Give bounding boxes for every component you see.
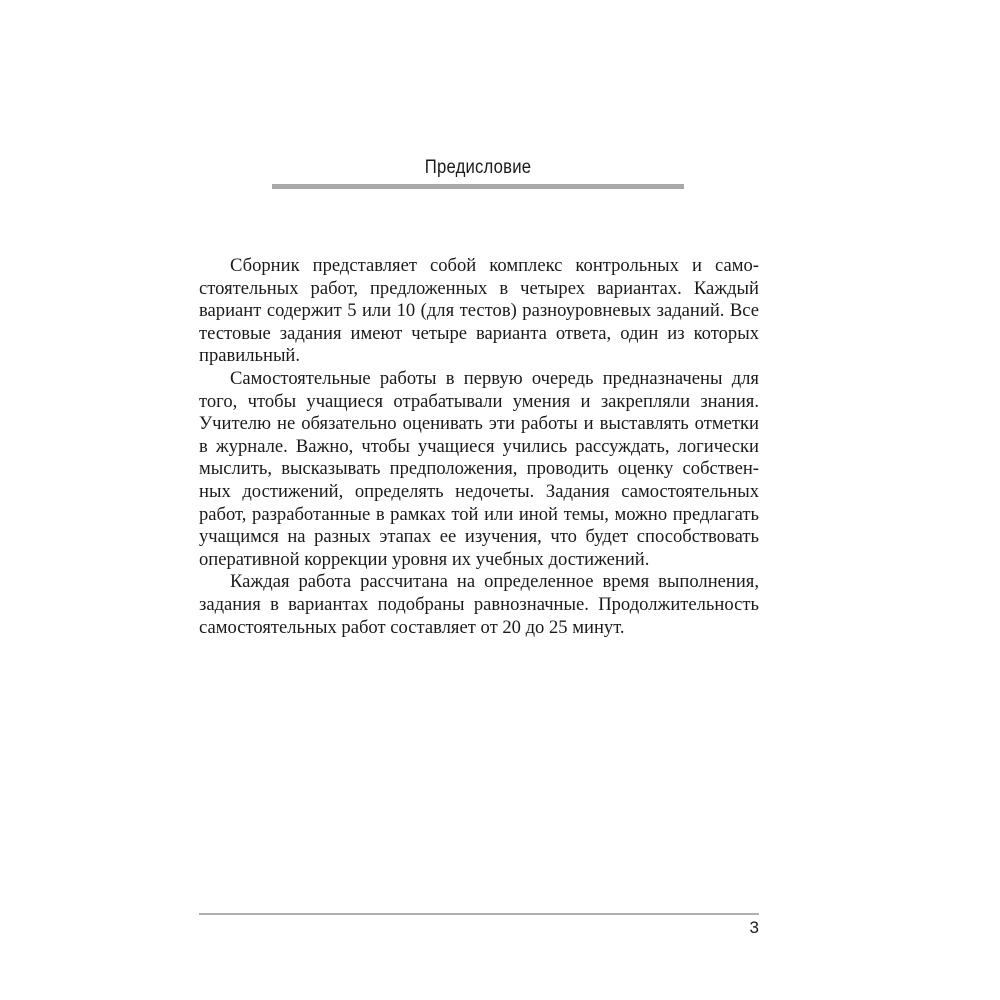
paragraph: Сборник представляет собой комплекс контрольных и самостоятельных работ, предложенных в четырех вариантах. Каждый вариант содержит 5 или 10 (для тестов) разноуровневых заданий. Все тестовые задания имеют четыре варианта ответа, один из которых правильный. <box>199 255 759 367</box>
header-rule <box>272 184 684 189</box>
page-title: Предисловие <box>424 157 532 178</box>
body-text <box>199 255 759 639</box>
paragraph: Каждая работа рассчитана на определенное время выполнения, задания в вариантах подобраны равнозначные. Продолжительность самостоятельных работ составляет от 20 до 25 минут. <box>199 571 759 638</box>
page-number: 3 <box>749 918 759 937</box>
footer-rule <box>199 913 759 915</box>
paragraph: Самостоятельные работы в первую очередь предназначены для того, чтобы учащиеся отрабатывали умения и закрепляли знания. Учителю не обязательно оценивать эти работы и выставлять отметки в журнале. Важно, чтобы учащиеся учились рассуждать, логически мыслить, высказывать предположения, проводить оценку собственных достижений, определять недочеты. Задания самостоятельных работ, разработанные в рамках той или иной темы, можно предлагать учащимся на разных этапах ее изучения, что будет способствовать оперативной коррекции уровня их учебных достижений. <box>199 367 759 570</box>
